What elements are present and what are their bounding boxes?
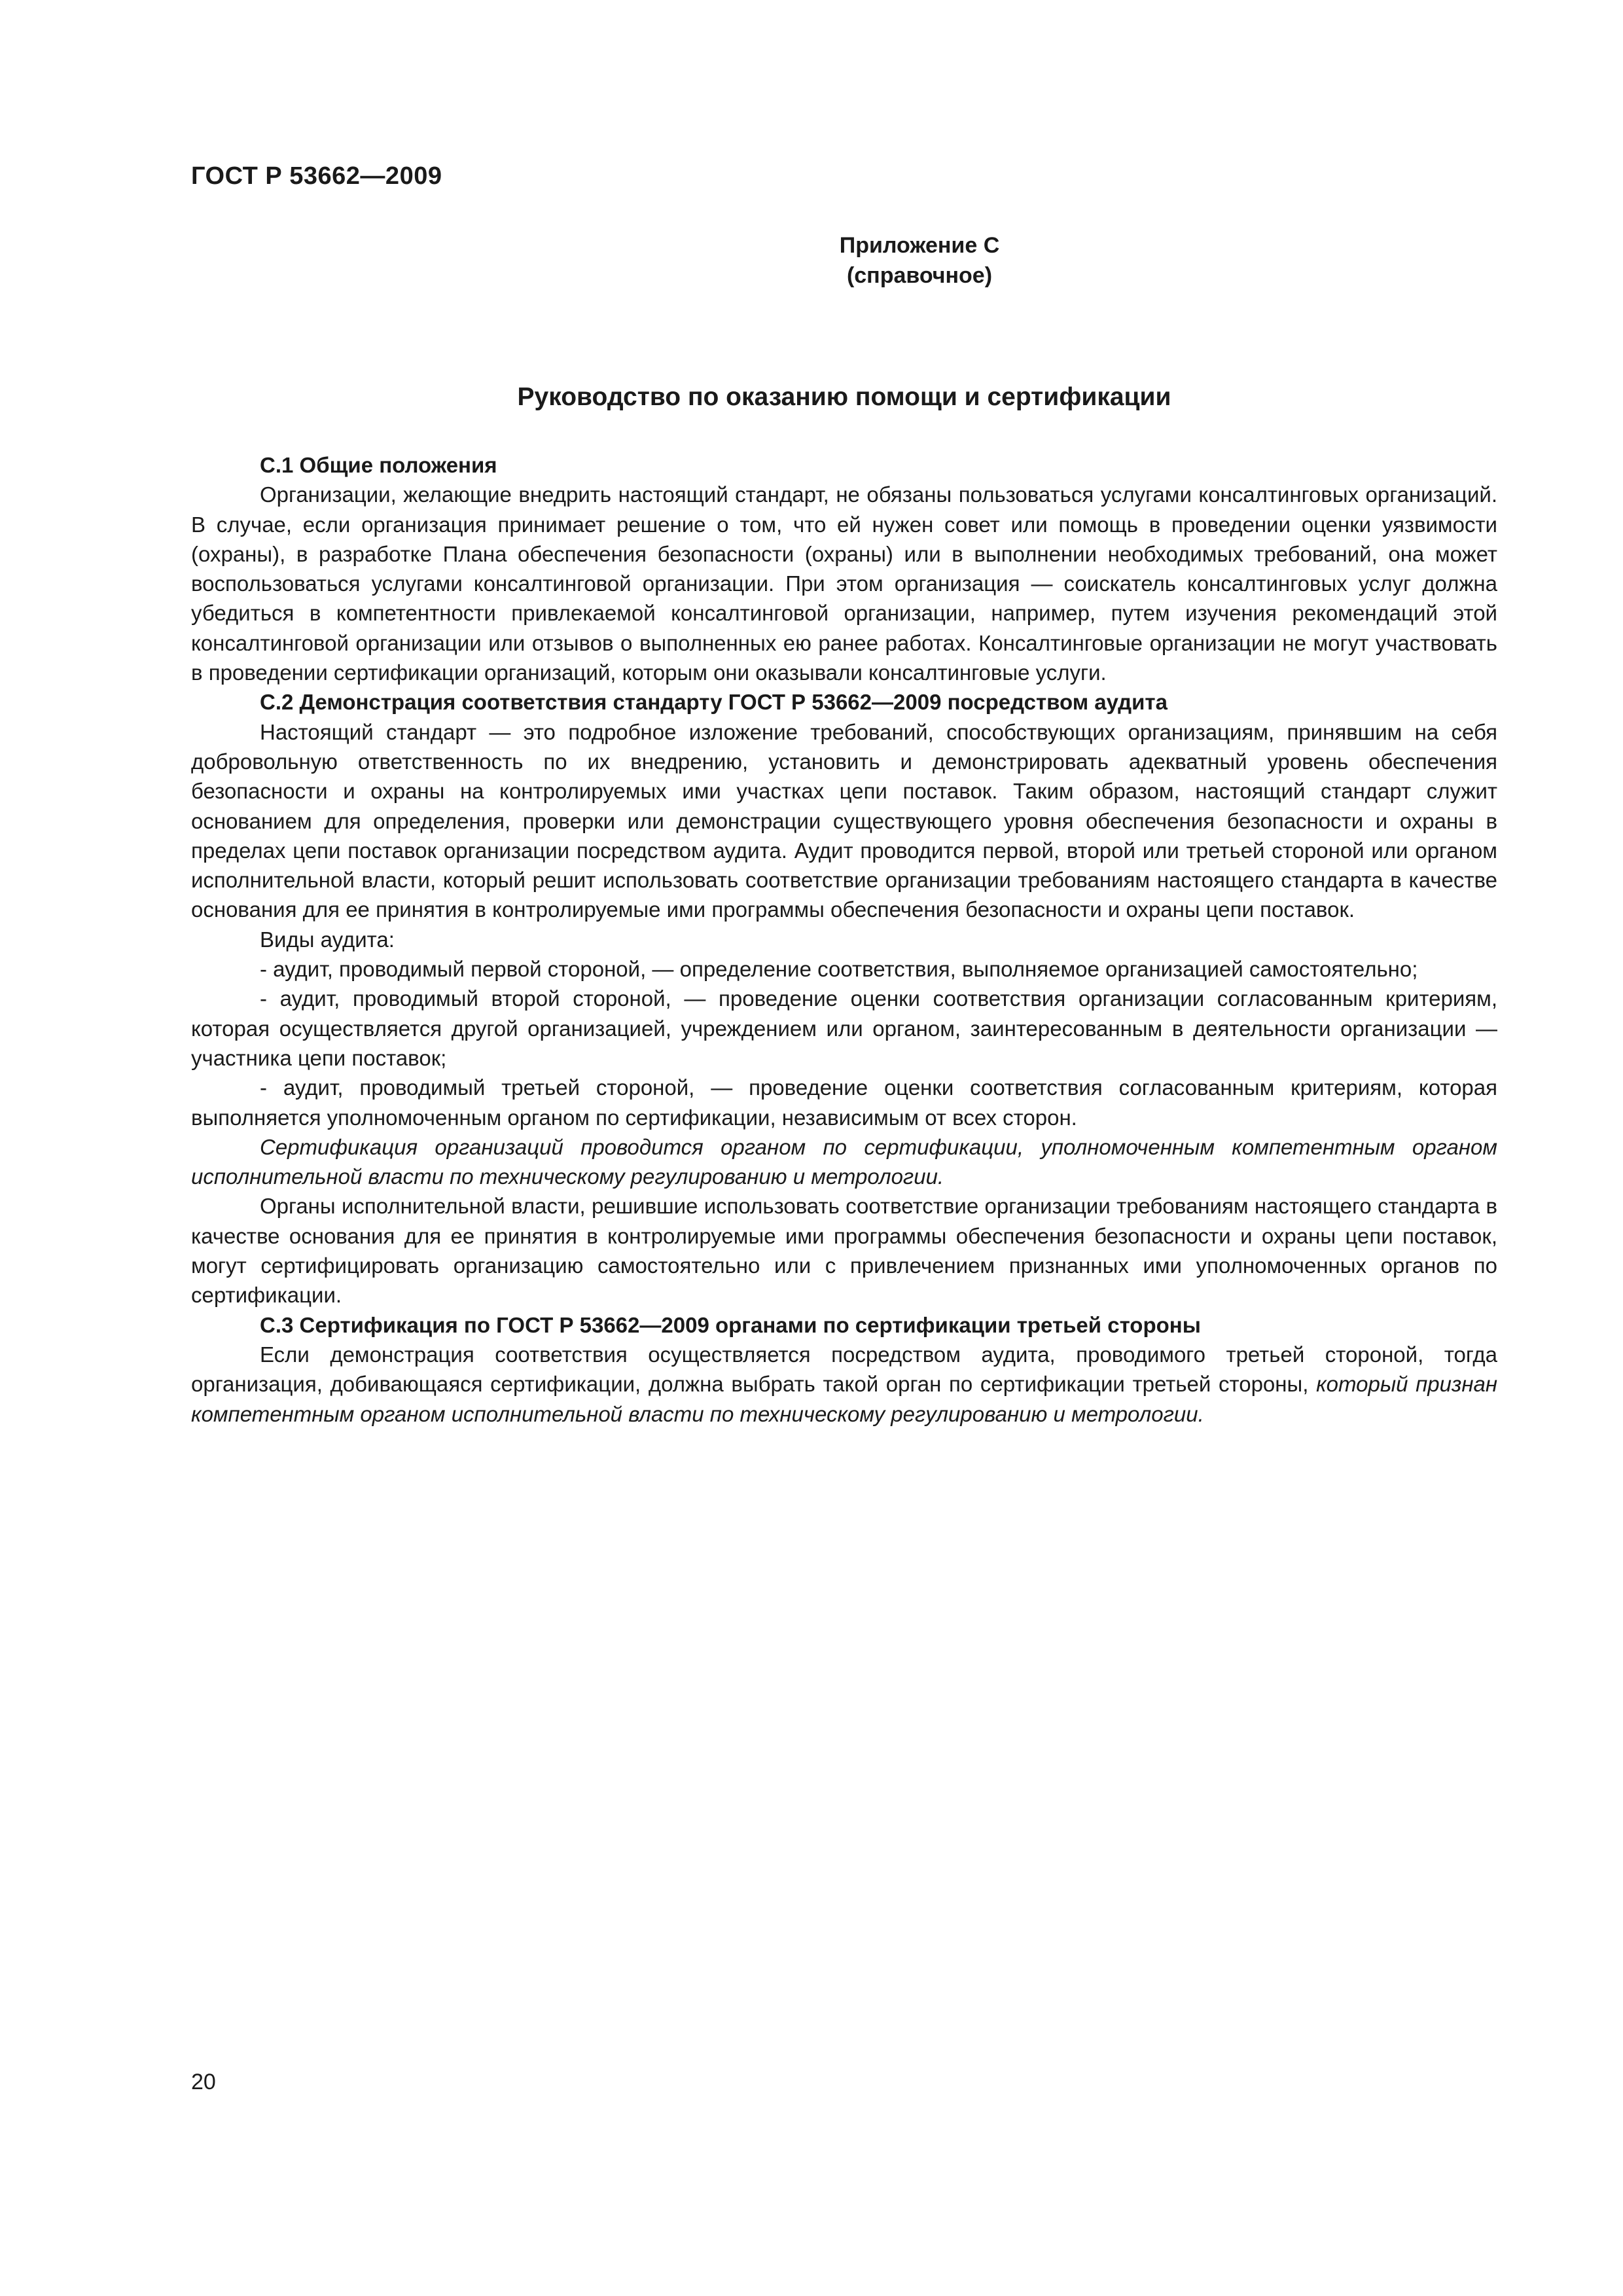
list-item-second-party-audit: - аудит, проводимый второй стороной, — проведение оценки соответствия организации согласованным критериям, которая осуществляется другой организацией, учреждением или органом, заинтересованным в деятельности организации — участника цепи поставок; (191, 986, 1497, 1070)
list-item-first-party-audit: - аудит, проводимый первой стороной, — определение соответствия, выполняемое организацией самостоятельно; (260, 957, 1418, 982)
paragraph-c3-1-italic: который признан компетентным органом исполнительной власти по техническому регулированию и метрологии. (191, 1372, 1497, 1426)
page-number: 20 (191, 2070, 216, 2094)
paragraph-c2-1: Настоящий стандарт — это подробное изложение требований, способствующих организациям, принявшим на себя добровольную ответственность по их внедрению, установить и демонстрировать адекватный уровень обеспечения безопасности и охраны на контролируемых ими участках цепи поставок. Таким образом, настоящий стандарт служит основанием для определения, проверки или демонстрации существующего уровня обеспечения безопасности и охраны в пределах цепи поставок организации посредством аудита. Аудит проводится первой, второй или третьей стороной или органом исполнительной власти, который решит использовать соответствие организации требованиям настоящего стандарта в качестве основания для ее принятия в контролируемые ими программы обеспечения безопасности и охраны цепи поставок. (191, 719, 1497, 922)
section-heading-c1: С.1 Общие положения (260, 453, 497, 477)
italic-note-certification: Сертификация организаций проводится органом по сертификации, уполномоченным компетентным органом исполнительной власти по техническому регулированию и метрологии. (191, 1134, 1497, 1189)
paragraph-c2-authorities: Органы исполнительной власти, решившие использовать соответствие организации требованиям настоящего стандарта в качестве основания для ее принятия в контролируемые ими программы обеспечения безопасности и охраны цепи поставок, могут сертифицировать организацию самостоятельно или с привлечением признанных ими уполномоченных органов по сертификации. (191, 1194, 1497, 1308)
annex-heading (694, 230, 1145, 291)
annex-label: Приложение С (839, 233, 1000, 258)
paragraph-c1-1: Организации, желающие внедрить настоящий стандарт, не обязаны пользоваться услугами консалтинговых организаций. В случае, если организация принимает решение о том, что ей нужен совет или помощь в проведении оценки уязвимости (охраны), в разработке Плана обеспечения безопасности (охраны) или в выполнении необходимых требований, она может воспользоваться услугами консалтинговой организации. При этом организация — соискатель консалтинговых услуг должна убедиться в компетентности привлекаемой консалтинговой организации, например, путем изучения рекомендаций этой консалтинговой организации или отзывов о выполненных ею ранее работах. Консалтинговые организации не могут участвовать в проведении сертификации организаций, которым они оказывали консалтинговые услуги. (191, 482, 1497, 685)
section-heading-c2: С.2 Демонстрация соответствия стандарту ГОСТ Р 53662—2009 посредством аудита (260, 690, 1168, 715)
page-title: Руководство по оказанию помощи и сертификации (517, 383, 1171, 411)
list-item-third-party-audit: - аудит, проводимый третьей стороной, — проведение оценки соответствия согласованным критериям, которая выполняется уполномоченным органом по сертификации, независимым от всех сторон. (191, 1075, 1497, 1130)
paragraph-c3-1-regular: Если демонстрация соответствия осуществляется посредством аудита, проводимого третьей стороной, тогда организация, добивающаяся сертификации, должна выбрать такой орган по сертификации третьей стороны, (191, 1342, 1497, 1397)
paragraph-c2-audit-types: Виды аудита: (260, 927, 395, 952)
document-body (191, 450, 1497, 1429)
annex-kind: (справочное) (846, 263, 993, 288)
section-heading-c3: С.3 Сертификация по ГОСТ Р 53662—2009 органами по сертификации третьей стороны (260, 1312, 1201, 1337)
paragraph-c3-1 (191, 1340, 1497, 1429)
document-code-header: ГОСТ Р 53662—2009 (191, 162, 442, 190)
